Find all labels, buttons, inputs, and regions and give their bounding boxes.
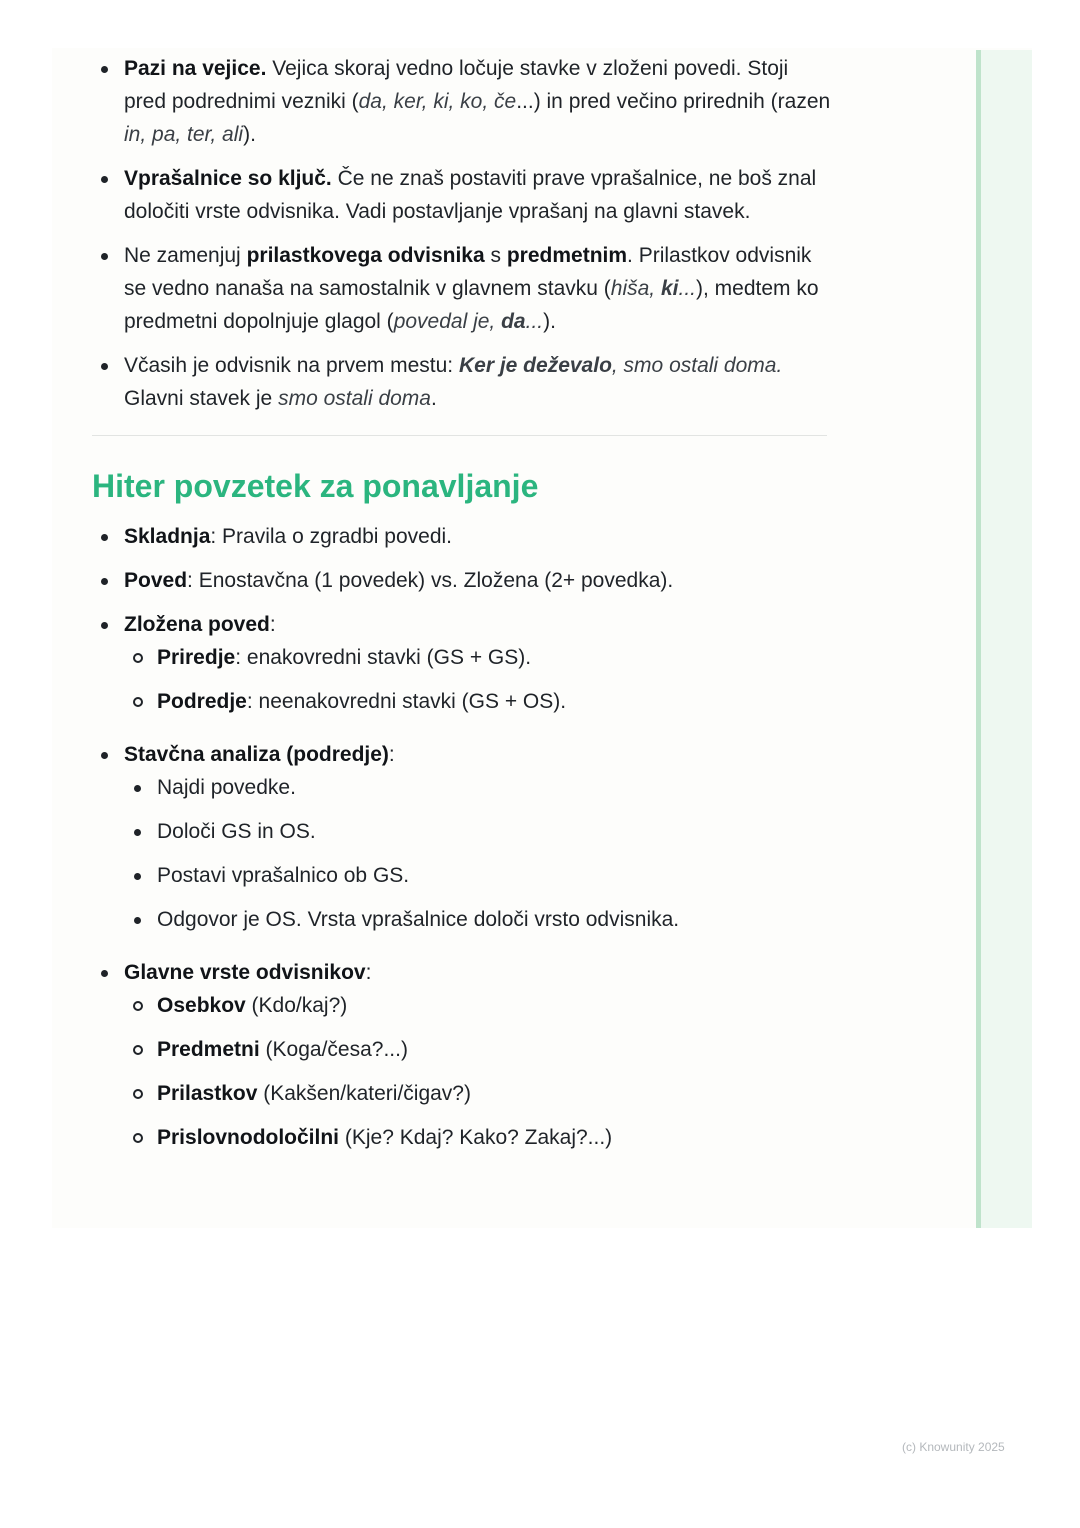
list-item: Prilastkov (Kakšen/kateri/čigav?) — [124, 1077, 832, 1110]
list-item: Postavi vprašalnico ob GS. — [124, 859, 832, 892]
vrste-sublist — [124, 989, 832, 1154]
tip-commas: Pazi na vejice. Vejica skoraj vedno ločuje stavke v zloženi povedi. Stoji pred podrednimi vezniki (da, ker, ki, ko, če...) in pred večino prirednih (razen in, pa, ter, ali). — [92, 52, 832, 151]
list-item: Priredje: enakovredni stavki (GS + GS). — [124, 641, 832, 674]
list-item: Odgovor je OS. Vrsta vprašalnice določi vrsto odvisnika. — [124, 903, 832, 936]
zlozena-sublist — [124, 641, 832, 718]
summary-vrste: Glavne vrste odvisnikov: Osebkov (Kdo/kaj?) Predmetni (Koga/česa?...) Prilastkov (Kakšen/kateri/čigav?) Prislovnodoločilni (Kje? Kdaj? Kako? Zakaj?...) — [92, 956, 832, 1154]
list-item: Določi GS in OS. — [124, 815, 832, 848]
side-strip — [976, 50, 1032, 1228]
footer-copyright: (c) Knowunity 2025 — [902, 1440, 1005, 1454]
summary-skladnja: Skladnja: Pravila o zgradbi povedi. — [92, 520, 832, 553]
list-item: Podredje: neenakovredni stavki (GS + OS). — [124, 685, 832, 718]
analiza-steps — [124, 771, 832, 936]
tip-clause-first: Včasih je odvisnik na prvem mestu: Ker je deževalo, smo ostali doma. Glavni stavek je smo ostali doma. — [92, 349, 832, 415]
summary-poved: Poved: Enostavčna (1 povedek) vs. Zložena (2+ povedka). — [92, 564, 832, 597]
tip-attributive-vs-object: Ne zamenjuj prilastkovega odvisnika s predmetnim. Prilastkov odvisnik se vedno nanaša na samostalnik v glavnem stavku (hiša, ki...), medtem ko predmetni dopolnjuje glagol (povedal je, da...). — [92, 239, 832, 338]
list-item: Osebkov (Kdo/kaj?) — [124, 989, 832, 1022]
list-item: Najdi povedke. — [124, 771, 832, 804]
summary-analiza: Stavčna analiza (podredje): Najdi povedke. Določi GS in OS. Postavi vprašalnico ob GS. Odgovor je OS. Vrsta vprašalnice določi vrsto odvisnika. — [92, 738, 832, 936]
tips-list — [92, 52, 832, 415]
tip-questions: Vprašalnice so ključ. Če ne znaš postaviti prave vprašalnice, ne boš znal določiti vrste odvisnika. Vadi postavljanje vprašanj na glavni stavek. — [92, 162, 832, 228]
list-item: Predmetni (Koga/česa?...) — [124, 1033, 832, 1066]
section-title: Hiter povzetek za ponavljanje — [92, 468, 539, 504]
section-divider — [92, 435, 827, 436]
summary-zlozena: Zložena poved: Priredje: enakovredni stavki (GS + GS). Podredje: neenakovredni stavki (GS + OS). — [92, 608, 832, 718]
summary-list — [92, 520, 832, 1154]
list-item: Prislovnodoločilni (Kje? Kdaj? Kako? Zakaj?...) — [124, 1121, 832, 1154]
document-content — [92, 52, 832, 1174]
